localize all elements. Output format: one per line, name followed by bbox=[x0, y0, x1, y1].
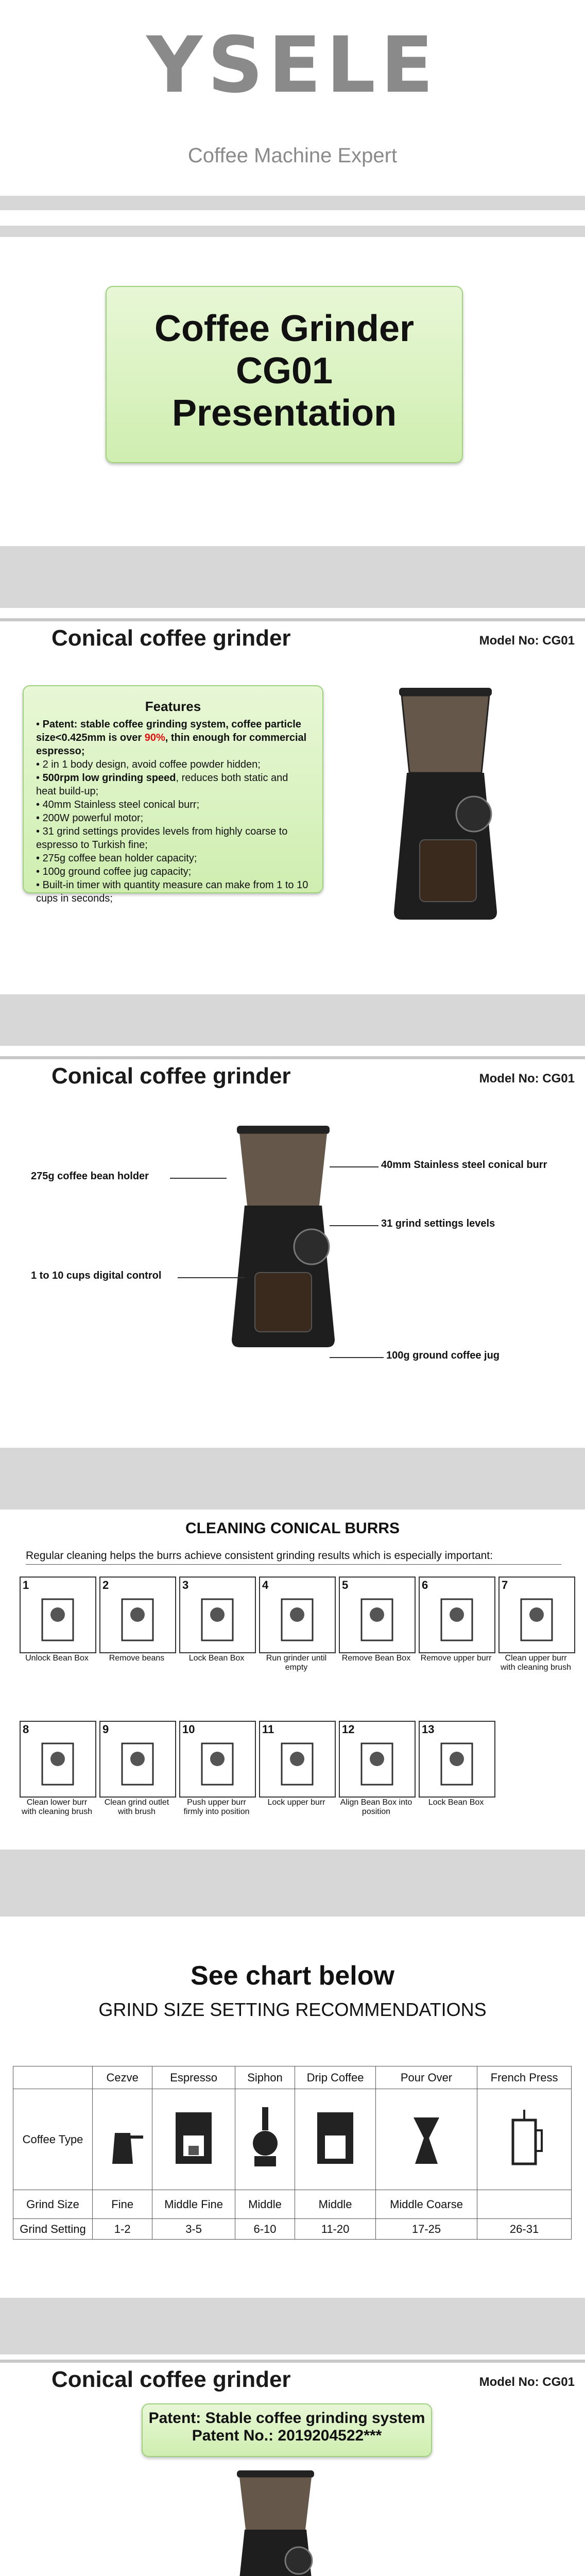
feature-item: • 200W powerful motor; bbox=[36, 812, 144, 824]
label-burr: 40mm Stainless steel conical burr bbox=[381, 1159, 547, 1171]
cleaning-title: CLEANING CONICAL BURRS bbox=[185, 1520, 400, 1537]
siphon-icon bbox=[235, 2089, 295, 2190]
table-cell: Middle Fine bbox=[152, 2190, 235, 2219]
label-digital: 1 to 10 cups digital control bbox=[31, 1270, 162, 1281]
table-cell: Fine bbox=[93, 2190, 152, 2219]
cleaning-step bbox=[99, 1577, 176, 1653]
step-illustration-icon bbox=[27, 1594, 89, 1646]
divider-line bbox=[26, 1564, 561, 1565]
see-below: See chart below bbox=[191, 1961, 394, 1991]
table-cell: 1-2 bbox=[93, 2219, 152, 2240]
table-cell: Middle bbox=[295, 2190, 376, 2219]
leader-line bbox=[330, 1357, 384, 1358]
cover bbox=[0, 0, 585, 546]
step-illustration-icon bbox=[27, 1738, 89, 1790]
features-box bbox=[23, 685, 323, 904]
step-number: 5 bbox=[342, 1579, 349, 1591]
patent-line: Patent: Stable coffee grinding system bbox=[148, 2410, 425, 2427]
table-cell: Middle bbox=[235, 2190, 295, 2219]
feature-item: • Patent: stable coffee grinding system, coffee particle size<0.425mm is over 90%, thin enough for commercial espresso; bbox=[36, 719, 307, 757]
feature-item: • 31 grind settings provides levels from highly coarse to espresso to Turkish fine; bbox=[36, 826, 288, 851]
feature-item: • Built-in timer with quantity measure can make from 1 to 10 cups in seconds; bbox=[36, 879, 308, 904]
section-title: Conical coffee grinder bbox=[51, 1063, 291, 1089]
divider-band bbox=[0, 1448, 585, 1510]
feature-item: • 2 in 1 body design, avoid coffee powder hidden; bbox=[36, 759, 261, 770]
chart-title: GRIND SIZE SETTING RECOMMENDATIONS bbox=[98, 1999, 487, 2020]
brand-tagline: Coffee Machine Expert bbox=[187, 144, 398, 167]
model-no: Model No: CG01 bbox=[479, 1072, 575, 1086]
step-label: Lock Bean Box bbox=[188, 1654, 245, 1663]
section-header bbox=[0, 618, 585, 654]
cover-title-line: Presentation bbox=[171, 393, 397, 434]
step-illustration-icon bbox=[107, 1738, 168, 1790]
divider-band bbox=[0, 196, 585, 210]
model-no: Model No: CG01 bbox=[479, 634, 575, 648]
divider-band bbox=[0, 994, 585, 1046]
section-title: Conical coffee grinder bbox=[51, 625, 291, 651]
leader-line bbox=[330, 1225, 378, 1226]
step-illustration-icon bbox=[107, 1594, 168, 1646]
cover-title-line: CG01 bbox=[235, 350, 333, 392]
grinder-image bbox=[206, 1123, 360, 1350]
step-number: 7 bbox=[502, 1579, 508, 1591]
cleaning-step bbox=[419, 1721, 495, 1798]
step-illustration-icon bbox=[266, 1594, 328, 1646]
table-cell: 17-25 bbox=[375, 2219, 477, 2240]
brand-logo: YSELE bbox=[146, 21, 439, 110]
feature-item: • 40mm Stainless steel conical burr; bbox=[36, 799, 200, 810]
drip-coffee-icon bbox=[295, 2089, 376, 2190]
table-header-cell: Drip Coffee bbox=[295, 2066, 376, 2089]
divider-band bbox=[0, 2298, 585, 2354]
step-label: Clean grind outlet with brush bbox=[104, 1798, 169, 1816]
step-illustration-icon bbox=[186, 1594, 248, 1646]
step-number: 4 bbox=[262, 1579, 269, 1591]
leader-line bbox=[178, 1277, 245, 1278]
cleaning-step bbox=[259, 1577, 336, 1653]
label-jug: 100g ground coffee jug bbox=[386, 1350, 500, 1361]
step-illustration-icon bbox=[426, 1738, 488, 1790]
table-header-cell: Cezve bbox=[93, 2066, 152, 2089]
cleaning-step bbox=[179, 1577, 256, 1653]
cover-title-box bbox=[106, 286, 463, 463]
table-header-cell: Pour Over bbox=[375, 2066, 477, 2089]
step-number: 1 bbox=[23, 1579, 29, 1591]
step-number: 9 bbox=[102, 1723, 109, 1736]
cleaning-step bbox=[20, 1721, 96, 1798]
grinder-image bbox=[211, 2468, 340, 2576]
section-title: Conical coffee grinder bbox=[51, 2367, 291, 2392]
divider-band bbox=[0, 1850, 585, 1917]
row-label: Grind Setting bbox=[13, 2219, 93, 2240]
model-no: Model No: CG01 bbox=[479, 2375, 575, 2389]
cleaning-step bbox=[179, 1721, 256, 1798]
table-cell: 11-20 bbox=[295, 2219, 376, 2240]
table-cell: 26-31 bbox=[477, 2219, 572, 2240]
label-settings: 31 grind settings levels bbox=[381, 1218, 495, 1229]
step-label: Remove Bean Box bbox=[341, 1654, 411, 1663]
table-cell: Middle Coarse bbox=[375, 2190, 477, 2219]
step-number: 3 bbox=[182, 1579, 189, 1591]
table-header-cell bbox=[13, 2066, 93, 2089]
cleaning-step bbox=[259, 1721, 336, 1798]
step-label: Remove beans bbox=[109, 1654, 165, 1663]
patent-box bbox=[142, 2403, 432, 2457]
french-press-icon bbox=[477, 2089, 572, 2190]
step-number: 11 bbox=[262, 1723, 274, 1736]
step-label: Clean upper burr with cleaning brush bbox=[501, 1654, 571, 1672]
grind-table bbox=[13, 2066, 572, 2240]
features-heading: Features bbox=[145, 699, 201, 714]
step-number: 12 bbox=[342, 1723, 355, 1736]
feature-item: • 100g ground coffee jug capacity; bbox=[36, 866, 192, 877]
leader-line bbox=[330, 1166, 378, 1167]
row-label: Coffee Type bbox=[13, 2089, 93, 2190]
cleaning-step bbox=[99, 1721, 176, 1798]
step-label: Unlock Bean Box bbox=[25, 1654, 89, 1663]
grinder-image bbox=[371, 685, 520, 922]
step-label: Clean lower burr with cleaning brush bbox=[22, 1798, 92, 1816]
patent-number: Patent No.: 2019204522*** bbox=[192, 2427, 382, 2444]
divider-band bbox=[0, 546, 585, 608]
section-header bbox=[0, 1056, 585, 1092]
feature-item: • 500rpm low grinding speed, reduces both static and heat build-up; bbox=[36, 772, 288, 797]
pour-over-icon bbox=[375, 2089, 477, 2190]
step-illustration-icon bbox=[346, 1738, 408, 1790]
step-number: 6 bbox=[422, 1579, 428, 1591]
cleaning-step bbox=[498, 1577, 575, 1653]
step-label: Lock Bean Box bbox=[428, 1798, 484, 1807]
step-number: 2 bbox=[102, 1579, 109, 1591]
cleaning-step bbox=[20, 1577, 96, 1653]
row-label: Grind Size bbox=[13, 2190, 93, 2219]
table-cell: 3-5 bbox=[152, 2219, 235, 2240]
step-illustration-icon bbox=[506, 1594, 567, 1646]
step-label: Align Bean Box into position bbox=[340, 1798, 412, 1816]
leader-line bbox=[170, 1178, 227, 1179]
step-number: 8 bbox=[23, 1723, 29, 1736]
step-illustration-icon bbox=[186, 1738, 248, 1790]
features-list bbox=[24, 715, 322, 908]
table-cell bbox=[477, 2190, 572, 2219]
step-label: Run grinder until empty bbox=[266, 1654, 327, 1672]
cleaning-intro: Regular cleaning helps the burrs achieve consistent grinding results which is especially important: bbox=[26, 1550, 493, 1562]
step-illustration-icon bbox=[346, 1594, 408, 1646]
cezve-icon bbox=[93, 2089, 152, 2190]
step-label: Remove upper burr bbox=[420, 1654, 492, 1663]
cleaning-step bbox=[339, 1577, 416, 1653]
cover-title-line: Coffee Grinder bbox=[154, 308, 415, 349]
step-label: Lock upper burr bbox=[267, 1798, 325, 1807]
feature-item: • 275g coffee bean holder capacity; bbox=[36, 853, 197, 864]
step-number: 10 bbox=[182, 1723, 195, 1736]
table-header-cell: Espresso bbox=[152, 2066, 235, 2089]
cleaning-step bbox=[419, 1577, 495, 1653]
step-number: 13 bbox=[422, 1723, 435, 1736]
label-bean-holder: 275g coffee bean holder bbox=[31, 1171, 149, 1182]
divider-band bbox=[0, 226, 585, 237]
section-header bbox=[0, 2360, 585, 2396]
step-label: Push upper burr firmly into position bbox=[183, 1798, 250, 1816]
step-illustration-icon bbox=[426, 1594, 488, 1646]
table-header-cell: French Press bbox=[477, 2066, 572, 2089]
cleaning-step bbox=[339, 1721, 416, 1798]
table-header-cell: Siphon bbox=[235, 2066, 295, 2089]
step-illustration-icon bbox=[266, 1738, 328, 1790]
table-cell: 6-10 bbox=[235, 2219, 295, 2240]
espresso-icon bbox=[152, 2089, 235, 2190]
